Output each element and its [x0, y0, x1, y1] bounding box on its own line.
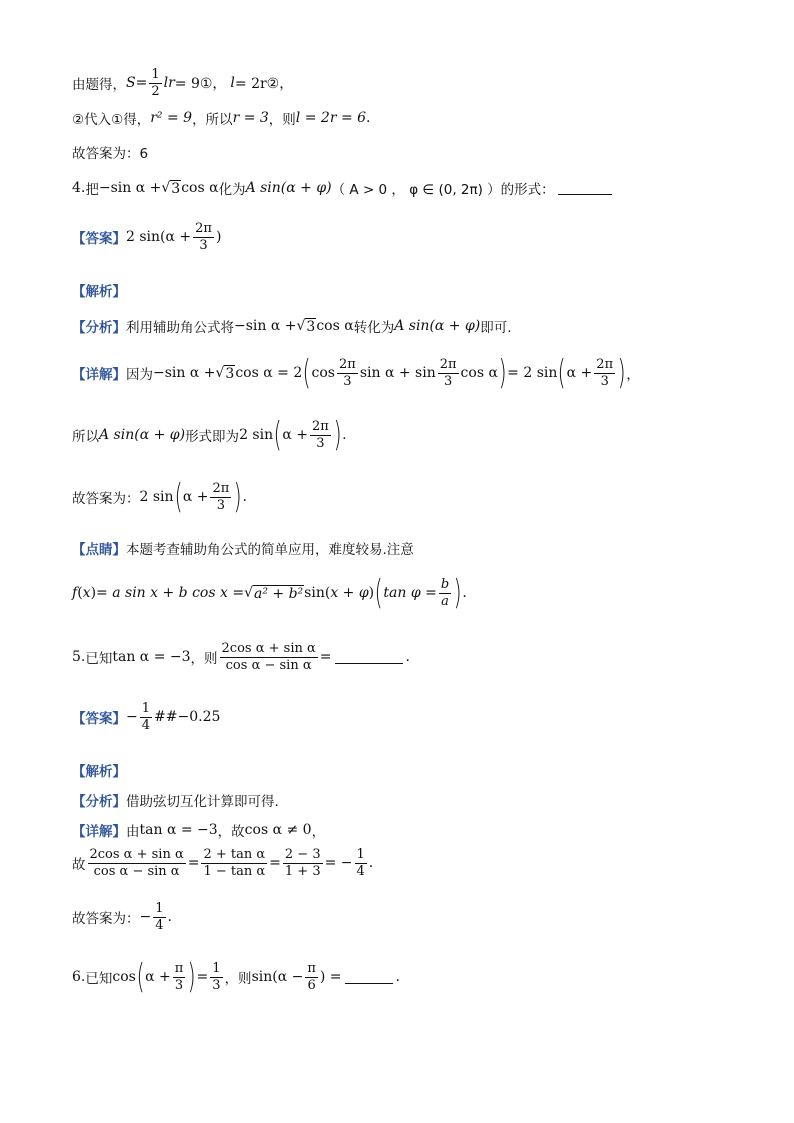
question-number: 5.	[72, 649, 86, 666]
text: .	[395, 969, 400, 985]
fraction: $\frac{\pi}{6}$	[307, 960, 316, 993]
math: =	[135, 75, 148, 92]
calc-5	[72, 848, 373, 878]
suoyi-4: 所以 A sin(α + φ) 形式即为 2 sin ( α + $\frac{2\pi}{3}$ ) .	[72, 415, 347, 455]
math-var: lr	[163, 75, 175, 92]
math: cos α	[460, 365, 498, 381]
text: ，故	[217, 824, 245, 840]
solution-line-2	[72, 108, 371, 128]
text: 利用辅助角公式将	[126, 320, 234, 336]
text: ，则	[224, 971, 252, 987]
math: ##−0.25	[154, 709, 221, 726]
text: 由	[126, 824, 140, 840]
math: sin(α −	[251, 969, 304, 985]
analysis-label-5	[72, 760, 126, 780]
text: .	[342, 427, 347, 443]
question-number: 4.	[72, 180, 86, 196]
math: =	[187, 855, 200, 872]
math: α +	[566, 365, 593, 381]
question-4	[72, 178, 615, 198]
xiangjie-label: 【详解】	[72, 367, 126, 383]
answer-4	[72, 222, 221, 252]
text: .	[167, 909, 172, 926]
analysis-label: 【解析】	[72, 284, 126, 300]
fraction: $\frac{2\pi}{3}$	[195, 221, 212, 253]
text: 故答案为：	[72, 491, 140, 507]
text: ，	[311, 824, 326, 840]
sqrt: √ 3	[161, 179, 181, 197]
math: =	[196, 969, 209, 985]
math-var: x	[82, 585, 91, 601]
fraction: $\frac{\text{2cos α + sin α}}{\text{cos α − sin α}}$	[89, 847, 184, 879]
analysis-label: 【解析】	[72, 764, 126, 780]
math: sin	[304, 585, 325, 601]
text: ②代入①得，	[72, 112, 151, 128]
math: tan φ =	[383, 585, 437, 601]
fraction: $\frac{2 - 3}{1 + 3}$	[284, 847, 321, 879]
text: .	[242, 489, 247, 505]
fraction: $\frac{1}{4}$	[155, 901, 164, 933]
math: x + φ	[330, 585, 369, 601]
text: ，则	[190, 651, 218, 668]
fraction: $\frac{2\pi}{3}$	[212, 480, 230, 513]
fraction: $\frac{b}{a}$	[440, 576, 450, 609]
math-var: S	[126, 75, 136, 92]
text: .	[368, 855, 374, 872]
analysis-label-4	[72, 280, 126, 300]
text: 形式即为	[185, 429, 240, 445]
text: 本题考查辅助角公式的简单应用，难度较易.注意	[126, 542, 414, 558]
math: cos α ≠ 0	[244, 822, 312, 838]
answer-blank[interactable]	[345, 971, 393, 984]
math-var: f	[72, 585, 78, 601]
xiangjie-4: 【详解】 因为 −sin α + √ 3 cos α = 2 ( cos $\frac{2\pi}{3}$ sin α + sin $\frac{2\pi}{3}$ cos α ) = 2 sin ( α + $\frac{2\pi}{3}$ ) ，	[72, 353, 640, 393]
fraction: $\frac{\text{2cos α + sin α}}{\text{cos α − sin α}}$	[221, 641, 316, 673]
text: 借助弦切互化计算即可得.	[126, 794, 279, 810]
final-answer-4: 故答案为： 2 sin ( α + $\frac{2\pi}{3}$ ) .	[72, 477, 247, 517]
fraction: $\frac{2\pi}{3}$	[596, 356, 614, 389]
math: tan α = −3	[112, 649, 191, 666]
text: .	[405, 649, 410, 666]
math: α +	[282, 427, 309, 443]
fraction: $\frac{2\pi}{3}$	[338, 356, 356, 389]
fraction: $\frac{2\pi}{3}$	[312, 418, 329, 451]
math: = −	[324, 855, 353, 872]
text: 所以	[72, 429, 99, 445]
sqrt: √ a² + b²	[244, 584, 304, 602]
formula-4: f ( x ) = a sin x + b cos x = √ a² + b² sin ( x + φ ) ( tan φ = $\frac{b}{a}$ ) .	[72, 573, 467, 613]
text: .	[462, 585, 467, 601]
math: )	[215, 229, 222, 246]
math: −sin α +	[234, 318, 297, 334]
answer-label: 【答案】	[72, 231, 126, 248]
fraction: $\frac{2\pi}{3}$	[439, 356, 457, 389]
math: 2 sin(α +	[126, 229, 192, 246]
math: cos α	[181, 180, 219, 196]
text: 故	[72, 857, 86, 874]
text: （ A > 0 ， φ ∈ (0, 2π) ）的形式：	[331, 182, 555, 198]
math: α +	[145, 969, 171, 985]
text: 由题得，	[72, 77, 126, 94]
math: −	[126, 709, 138, 726]
solution-line-1	[72, 68, 293, 98]
text: 化为	[218, 182, 246, 198]
fenxi-label: 【分析】	[72, 320, 126, 336]
text: ，所以	[192, 112, 233, 128]
math-var: l	[230, 75, 235, 92]
math: sin α + sin	[359, 365, 436, 381]
xiangjie-label: 【详解】	[72, 824, 126, 840]
fenxi-4	[72, 316, 512, 336]
math: tan α = −3	[139, 822, 218, 838]
math: cos α	[316, 318, 354, 334]
text: 故答案为：	[72, 911, 140, 928]
question-5	[72, 642, 410, 672]
math: =	[319, 649, 332, 666]
text: 把	[85, 182, 99, 198]
text: 已知	[85, 651, 113, 668]
answer-line-3	[72, 142, 148, 162]
math: ) =	[319, 969, 342, 985]
text: .	[366, 110, 371, 126]
fraction: $\frac{1}{4}$	[141, 701, 151, 733]
math: −sin α +	[153, 365, 216, 381]
fraction: $\frac{\pi}{3}$	[174, 960, 184, 993]
text: 即可.	[480, 320, 512, 336]
text: ，	[626, 367, 640, 383]
fraction: $\frac{1}{4}$	[356, 847, 365, 879]
math: r = 3	[232, 110, 269, 126]
text: 已知	[85, 971, 113, 987]
dianjing-label: 【点睛】	[72, 542, 126, 558]
fenxi-5	[72, 790, 279, 810]
fraction: $\frac{\text{2 + tan α}}{\text{1 − tan α}}$	[203, 847, 266, 879]
xiangjie-5	[72, 820, 325, 840]
math: 2 sin	[239, 427, 274, 443]
math: l = 2r = 6	[295, 110, 367, 126]
text: 故答案为：6	[72, 146, 149, 162]
math: = 9①，	[174, 76, 227, 93]
fraction: $\frac{1}{3}$	[212, 960, 221, 993]
answer-label: 【答案】	[72, 711, 126, 728]
answer-5	[72, 702, 220, 732]
final-answer-5	[72, 902, 172, 932]
math: = 2r②，	[234, 76, 294, 93]
sqrt: √ 3	[296, 317, 316, 335]
math: = a sin x + b cos x =	[96, 585, 245, 601]
math: cos	[112, 969, 136, 985]
text: 因为	[126, 367, 153, 383]
math: −	[139, 909, 152, 926]
question-number: 6.	[72, 969, 86, 985]
math: A sin(α + φ)	[99, 427, 186, 443]
math: 2 sin	[139, 489, 174, 505]
answer-blank[interactable]	[335, 651, 403, 664]
math: cos	[311, 365, 335, 381]
fenxi-label: 【分析】	[72, 794, 126, 810]
math: r² = 9	[150, 110, 193, 126]
question-6: 6. 已知 cos ( α + $\frac{\pi}{3}$ ) = $\frac{1}{3}$ ，则 sin(α − $\frac{\pi}{6}$ ) = .	[72, 957, 400, 997]
math: cos α = 2	[235, 365, 303, 381]
fraction: $\frac{1}{2}$	[151, 67, 160, 99]
dianjing-4	[72, 538, 414, 558]
text: ，则	[268, 112, 296, 128]
sqrt: √ 3	[215, 364, 235, 382]
math: A sin(α + φ)	[394, 318, 481, 334]
math: A sin(α + φ)	[245, 180, 332, 196]
math: = 2 sin	[507, 365, 558, 381]
text: 转化为	[353, 320, 395, 336]
math: −sin α +	[98, 180, 162, 196]
math: α +	[182, 489, 209, 505]
answer-blank[interactable]	[558, 182, 612, 195]
math: =	[269, 855, 281, 872]
